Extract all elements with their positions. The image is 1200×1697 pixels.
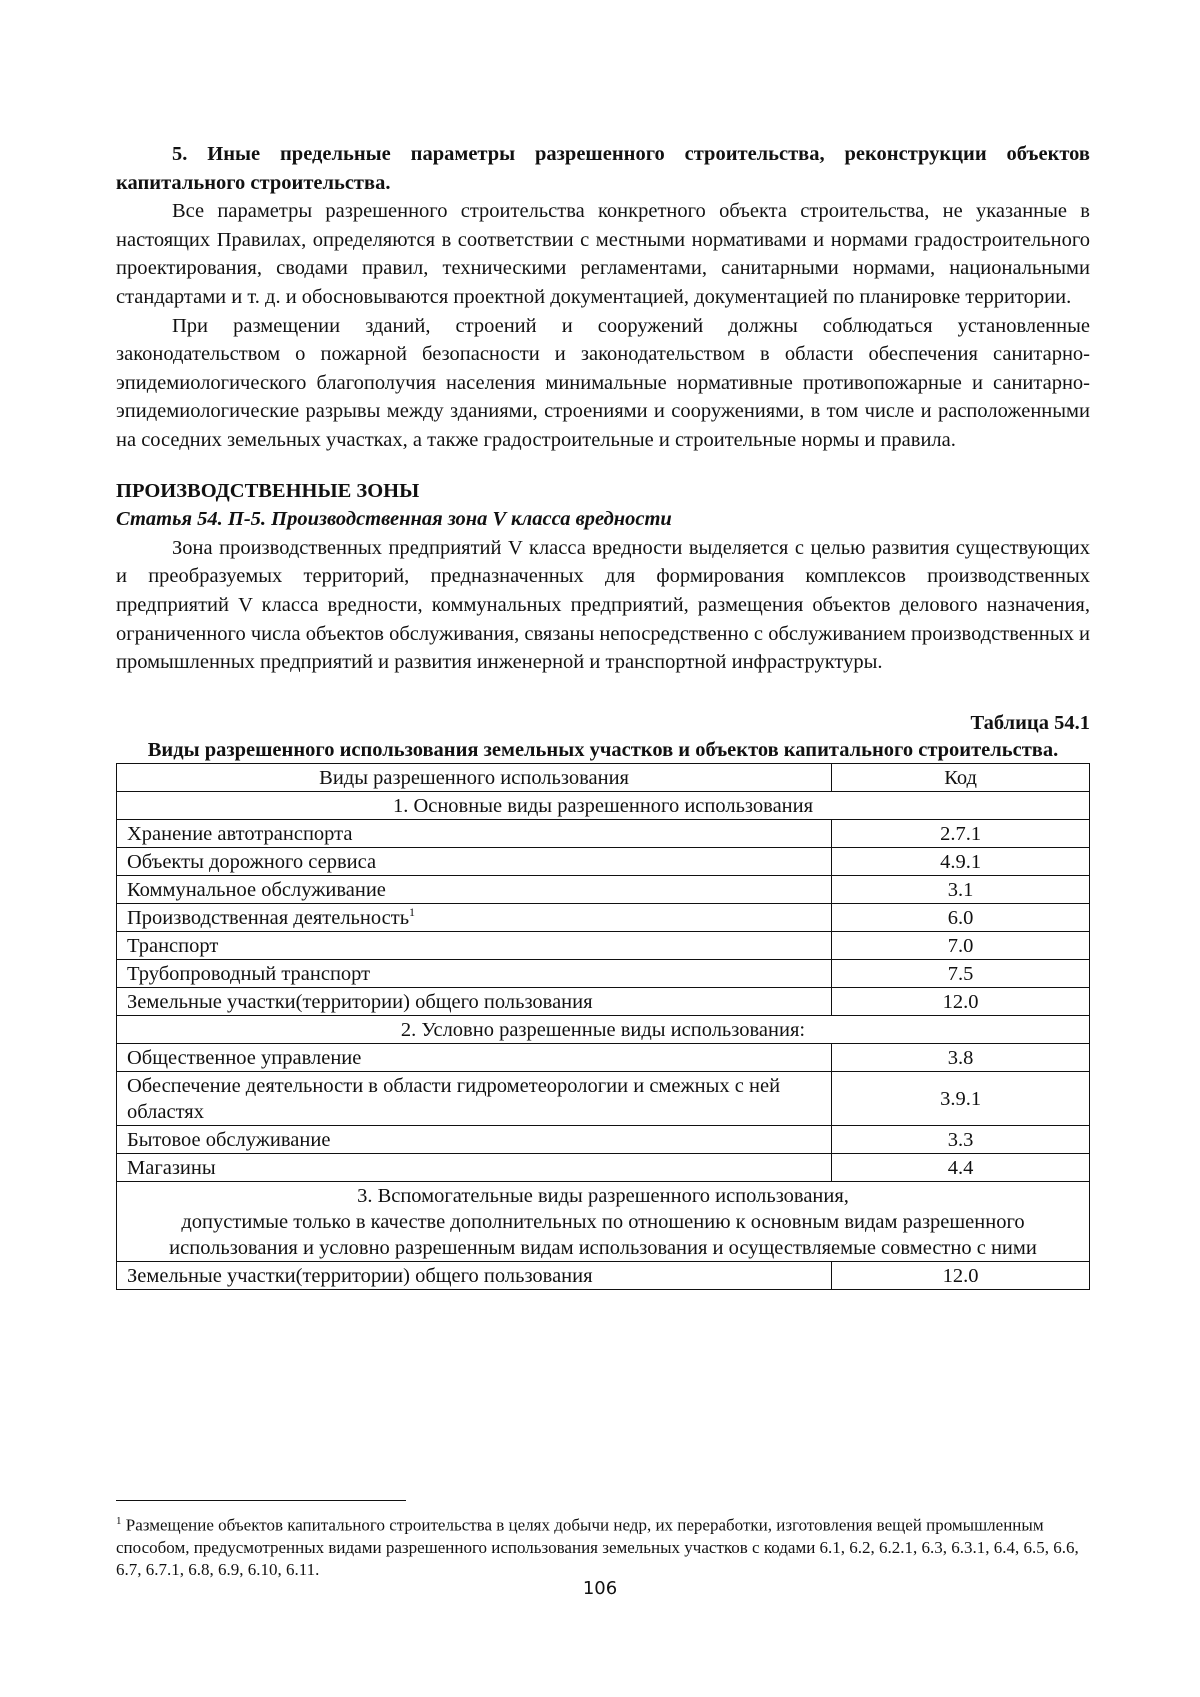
use-name: Транспорт xyxy=(117,932,832,960)
group-title: 3. Вспомогательные виды разрешенного использования, xyxy=(357,1185,849,1208)
use-name: Производственная деятельность xyxy=(127,907,410,930)
footnote-divider xyxy=(116,1500,406,1501)
group-title-cell xyxy=(117,1182,1090,1262)
use-code: 6.0 xyxy=(832,904,1090,932)
group-row xyxy=(117,1016,1090,1044)
table-row xyxy=(117,932,1090,960)
group-note: допустимые только в качестве дополнительных по отношению к основным видам разрешенного использования и условно разрешенным видам использования и осуществляемые совместно с ними xyxy=(169,1211,1037,1260)
section-heading: 5. Иные предельные параметры разрешенного строительства, реконструкции объектов капитального строительства. xyxy=(116,143,1090,194)
use-code: 12.0 xyxy=(832,988,1090,1016)
land-use-table xyxy=(116,763,1090,1290)
article-title: Статья 54. П-5. Производственная зона V класса вредности xyxy=(116,508,672,531)
use-name: Общественное управление xyxy=(117,1044,832,1072)
group-title: 1. Основные виды разрешенного использования xyxy=(117,792,1090,820)
use-name: Хранение автотранспорта xyxy=(117,820,832,848)
use-name: Бытовое обслуживание xyxy=(117,1126,832,1154)
table-row xyxy=(117,960,1090,988)
use-name: Земельные участки(территории) общего пользования xyxy=(117,988,832,1016)
use-name: Трубопроводный транспорт xyxy=(117,960,832,988)
use-code: 7.5 xyxy=(832,960,1090,988)
page-number: 106 xyxy=(582,1578,618,1599)
footnote-text: Размещение объектов капитального строительства в целях добычи недр, их переработки, изготовления вещей промышленным способом, предусмотренных видами разрешенного использования земельных участков с кодами 6.1, 6.2, 6.2.1, 6.3, 6.3.1, 6.4, 6.5, 6.6, 6.7, 6.7.1, 6.8, 6.9, 6.10, 6.11. xyxy=(116,1515,1079,1579)
paragraph: При размещении зданий, строений и сооружений должны соблюдаться установленные законодательством о пожарной безопасности и законодательством в области обеспечения санитарно-эпидемиологического благополучия населения минимальные нормативные противопожарные и санитарно-эпидемиологические разрывы между зданиями, строениями и сооружениями, в том числе и расположенными на соседних земельных участках, а также градостроительные и строительные нормы и правила. xyxy=(116,314,1090,451)
use-code: 4.9.1 xyxy=(832,848,1090,876)
use-code: 3.9.1 xyxy=(832,1072,1090,1126)
group-row xyxy=(117,792,1090,820)
use-name: Объекты дорожного сервиса xyxy=(117,848,832,876)
use-code: 12.0 xyxy=(832,1262,1090,1290)
footnote xyxy=(116,1510,1090,1581)
footnote-mark: 1 xyxy=(116,1515,122,1527)
use-name: Обеспечение деятельности в области гидрометеорологии и смежных с ней областях xyxy=(117,1072,832,1126)
table-row xyxy=(117,1126,1090,1154)
table-row xyxy=(117,820,1090,848)
use-code: 7.0 xyxy=(832,932,1090,960)
table-caption: Виды разрешенного использования земельных участков и объектов капитального строительства. xyxy=(147,739,1059,762)
table-row xyxy=(117,848,1090,876)
table-header-row xyxy=(117,764,1090,792)
table-row xyxy=(117,988,1090,1016)
zones-title: ПРОИЗВОДСТВЕННЫЕ ЗОНЫ xyxy=(116,479,420,502)
use-name: Земельные участки(территории) общего пользования xyxy=(117,1262,832,1290)
table-row xyxy=(117,1262,1090,1290)
use-code: 3.1 xyxy=(832,876,1090,904)
footnote-reference[interactable]: 1 xyxy=(409,905,416,920)
table-number: Таблица 54.1 xyxy=(970,711,1090,734)
table-row xyxy=(117,904,1090,932)
table-row xyxy=(117,876,1090,904)
paragraph: Зона производственных предприятий V класса вредности выделяется с целью развития существующих и преобразуемых территорий, предназначенных для формирования комплексов производственных предприятий V класса вредности, коммунальных предприятий, размещения объектов делового назначения, ограниченного числа объектов обслуживания, связаны непосредственно с обслуживанием производственных и промышленных предприятий и развития инженерной и транспортной инфраструктуры. xyxy=(116,536,1090,674)
group-title: 2. Условно разрешенные виды использования: xyxy=(117,1016,1090,1044)
use-code: 3.8 xyxy=(832,1044,1090,1072)
table-row xyxy=(117,1044,1090,1072)
table-row xyxy=(117,1154,1090,1182)
use-name: Магазины xyxy=(117,1154,832,1182)
use-code: 3.3 xyxy=(832,1126,1090,1154)
group-row xyxy=(117,1182,1090,1262)
use-code: 2.7.1 xyxy=(832,820,1090,848)
table-row xyxy=(117,1072,1090,1126)
use-name: Коммунальное обслуживание xyxy=(117,876,832,904)
header-name-cell: Виды разрешенного использования xyxy=(117,764,832,792)
document-page xyxy=(116,140,1090,1290)
use-name-cell xyxy=(117,904,832,932)
use-code: 4.4 xyxy=(832,1154,1090,1182)
header-code-cell: Код xyxy=(832,764,1090,792)
paragraph: Все параметры разрешенного строительства конкретного объекта строительства, не указанные в настоящих Правилах, определяются в соответствии с местными нормативами и нормами градостроительного проектирования, сводами правил, техническими регламентами, санитарными нормами, национальными стандартами и т. д. и обосновываются проектной документацией, документацией по планировке территории. xyxy=(116,200,1090,308)
